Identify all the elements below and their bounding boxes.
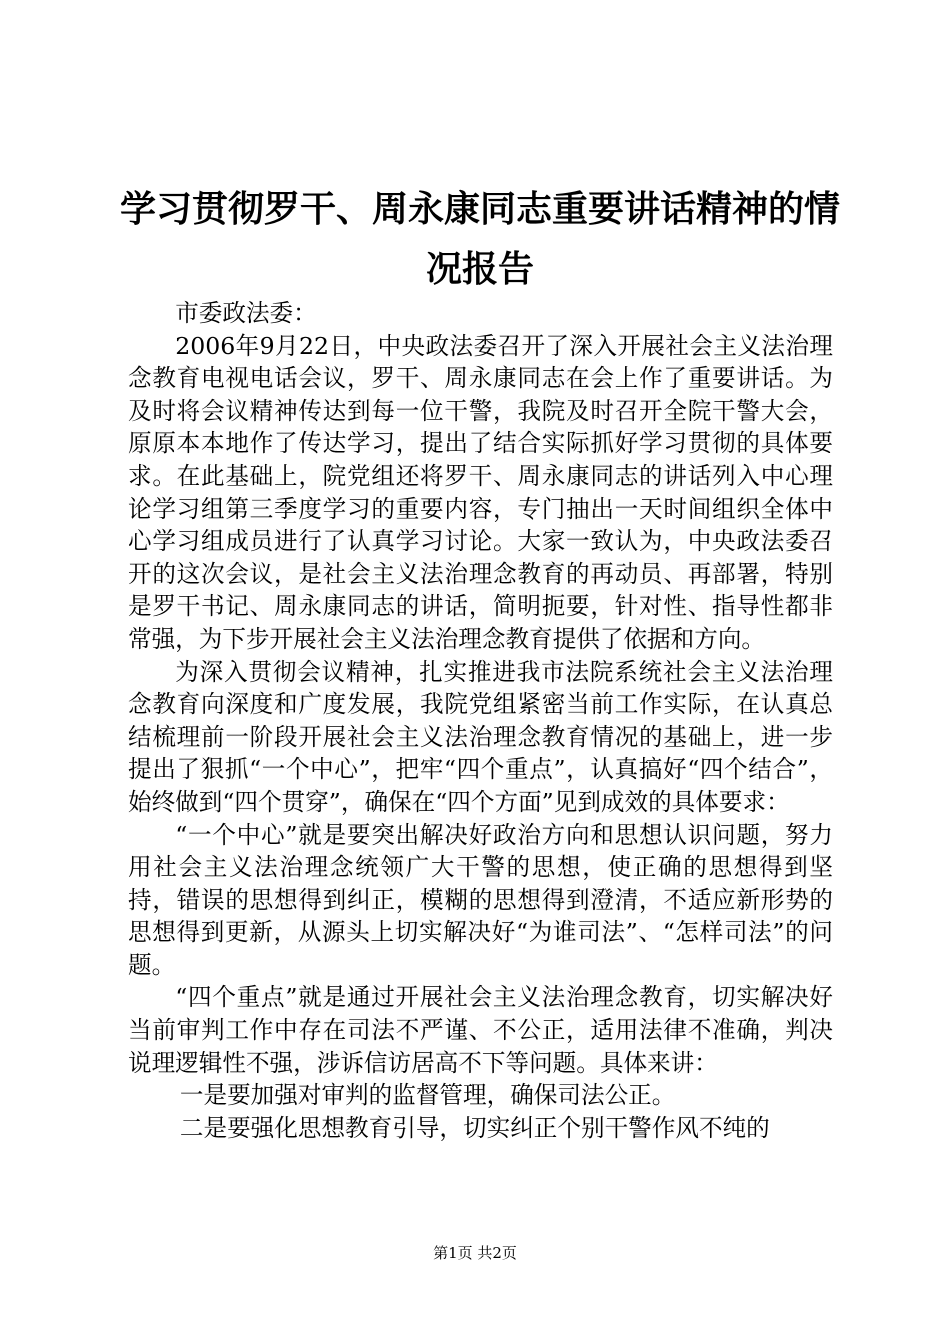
salutation: 市委政法委： bbox=[175, 299, 317, 327]
list-item-2: 二是要强化思想教育引导，切实纠正个别干警作风不纯的 bbox=[179, 1113, 770, 1142]
paragraph-4: “四个重点”就是通过开展社会主义法治理念教育，切实解决好当前审判工作中存在司法不严谨、不公正，适用法律不准确，判决说理逻辑性不强，涉诉信访居高不下等问题。具体来讲： bbox=[128, 983, 833, 1077]
list-item-1: 一是要加强对审判的监督管理，确保司法公正。 bbox=[179, 1081, 676, 1110]
document-title: 学习贯彻罗干、周永康同志重要讲话精神的情况报告 bbox=[119, 189, 840, 290]
document-body bbox=[128, 297, 833, 1144]
paragraph-3: “一个中心”就是要突出解决好政治方向和思想认识问题，努力用社会主义法治理念统领广大干警的思想，使正确的思想得到坚持，错误的思想得到纠正，模糊的思想得到澄清，不适应新形势的思想得到更新，从源头上切实解决好“为谁司法”、“怎样司法”的问题。 bbox=[128, 820, 833, 979]
page-footer: 第1页 共2页 bbox=[433, 1244, 517, 1262]
paragraph-1: 2006年9月22日，中央政法委召开了深入开展社会主义法治理念教育电视电话会议，罗干、周永康同志在会上作了重要讲话。为及时将会议精神传达到每一位干警，我院及时召开全院干警大会，原原本本地作了传达学习，提出了结合实际抓好学习贯彻的具体要求。在此基础上，院党组还将罗干、周永康同志的讲话列入中心理论学习组第三季度学习的重要内容，专门抽出一天时间组织全体中心学习组成员进行了认真学习讨论。大家一致认为，中央政法委召开的这次会议，是社会主义法治理念教育的再动员、再部署，特别是罗干书记、周永康同志的讲话，简明扼要，针对性、指导性都非常强，为下步开展社会主义法治理念教育提供了依据和方向。 bbox=[128, 331, 833, 653]
paragraph-2: 为深入贯彻会议精神，扎实推进我市法院系统社会主义法治理念教育向深度和广度发展，我院党组紧密当前工作实际，在认真总结梳理前一阶段开展社会主义法治理念教育情况的基础上，进一步提出了狠抓“一个中心”，把牢“四个重点”，认真搞好“四个结合”，始终做到“四个贯穿”，确保在“四个方面”见到成效的具体要求： bbox=[128, 657, 833, 816]
